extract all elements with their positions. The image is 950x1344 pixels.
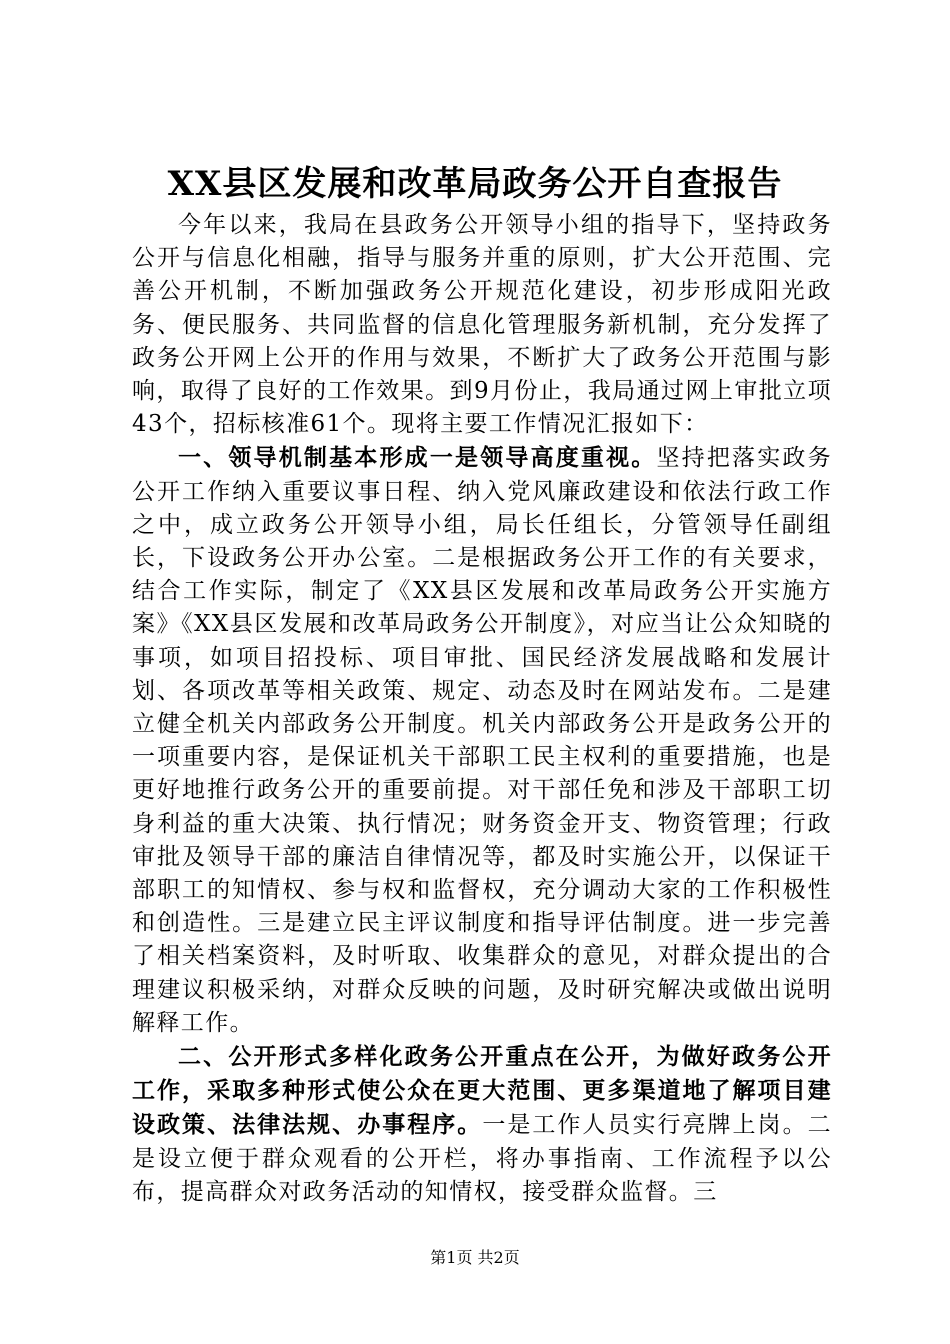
paragraph-lead: 一、领导机制基本形成一是领导高度重视。 <box>178 444 657 472</box>
paragraph-intro <box>132 208 832 441</box>
paragraph-text: 今年以来，我局在县政务公开领导小组的指导下，坚持政务公开与信息化相融，指导与服务并重的原则，扩大公开范围、完善公开机制，不断加强政务公开规范化建设，初步形成阳光政务、便民服务、共同监督的信息化管理服务新机制，充分发挥了政务公开网上公开的作用与效果，不断扩大了政务公开范围与影响，取得了良好的工作效果。到9月份止，我局通过网上审批立项43个，招标核准61个。现将主要工作情况汇报如下： <box>132 212 832 438</box>
paragraph-section-2 <box>132 1040 832 1209</box>
paragraph-section-1 <box>132 441 832 1040</box>
paragraph-text: 坚持把落实政务公开工作纳入重要议事日程、纳入党风廉政建设和依法行政工作之中，成立政务公开领导小组，局长任组长，分管领导任副组长，下设政务公开办公室。二是根据政务公开工作的有关要求，结合工作实际，制定了《XX县区发展和改革局政务公开实施方案》《XX县区发展和改革局政务公开制度》，对应当让公众知晓的事项，如项目招投标、项目审批、国民经济发展战略和发展计划、各项改革等相关政策、规定、动态及时在网站发布。二是建立健全机关内部政务公开制度。机关内部政务公开是政务公开的一项重要内容，是保证机关干部职工民主权利的重要措施，也是更好地推行政务公开的重要前提。对干部任免和涉及干部职工切身利益的重大决策、执行情况；财务资金开支、物资管理；行政审批及领导干部的廉洁自律情况等，都及时实施公开，以保证干部职工的知情权、参与权和监督权，充分调动大家的工作积极性和创造性。三是建立民主评议制度和指导评估制度。进一步完善了相关档案资料，及时听取、收集群众的意见，对群众提出的合理建议积极采纳，对群众反映的问题，及时研究解决或做出说明解释工作。 <box>132 445 832 1036</box>
paragraph-lead: 二、公开形式多样化政务公开重点在公开，为做好政务公开工作，采取多种形式使公众在更大范围、更多渠道地了解项目建设政策、法律法规、办事程序。 <box>132 1043 832 1139</box>
document-title: XX县区发展和改革局政务公开自查报告 <box>167 164 783 204</box>
page-number-footer: 第1页 共2页 <box>430 1248 520 1267</box>
paragraph-text: 一是工作人员实行亮牌上岗。二是设立便于群众观看的公开栏，将办事指南、工作流程予以公布，提高群众对政务活动的知情权，接受群众监督。三 <box>132 1112 832 1205</box>
document-body <box>132 208 832 1209</box>
